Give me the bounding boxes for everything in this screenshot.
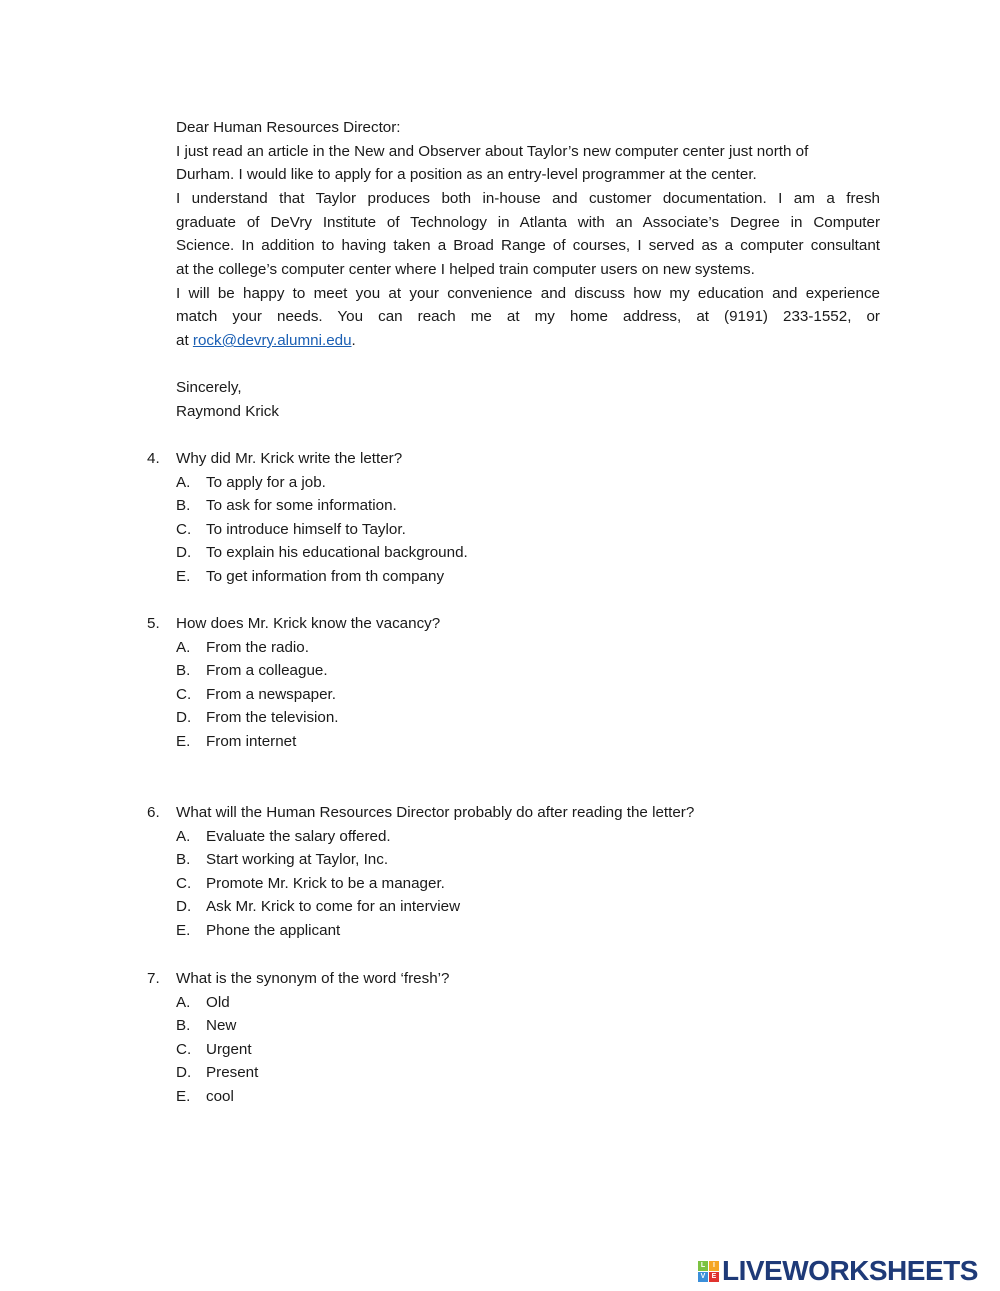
letter-line: I just read an article in the New and Observer about Taylor’s new computer center just north of: [176, 143, 809, 160]
option-text: Ask Mr. Krick to come for an interview: [206, 898, 461, 916]
option-text: To apply for a job.: [206, 473, 326, 491]
answer-option[interactable]: [176, 636, 309, 660]
question-number: 5.: [147, 615, 160, 632]
letter-line: graduate of DeVry Institute of Technology in Atlanta with an Associate’s Degree in Computer: [176, 214, 880, 231]
email-link[interactable]: rock@devry.alumni.edu: [192, 332, 352, 349]
option-text: Evaluate the salary offered.: [206, 827, 391, 845]
option-letter: A.: [176, 638, 191, 656]
option-letter: B.: [176, 1017, 191, 1035]
answer-option[interactable]: [176, 1014, 236, 1038]
answer-option[interactable]: [176, 1085, 234, 1109]
answer-option[interactable]: [176, 730, 296, 754]
question-number: 6.: [147, 804, 160, 821]
option-letter: D.: [176, 1064, 192, 1082]
letter-text: at: [176, 332, 193, 349]
option-letter: B.: [176, 497, 191, 515]
answer-option[interactable]: [176, 565, 444, 589]
option-text: To ask for some information.: [206, 497, 397, 515]
question-number: 4.: [147, 450, 160, 467]
option-text: From internet: [206, 733, 297, 750]
question-text: How does Mr. Krick know the vacancy?: [176, 615, 441, 632]
option-text: Promote Mr. Krick to be a manager.: [206, 874, 445, 892]
liveworksheets-logo: [698, 1255, 978, 1287]
logo-letter: I: [709, 1261, 719, 1271]
letter-greeting: Dear Human Resources Director:: [176, 119, 401, 136]
option-text: Start working at Taylor, Inc.: [206, 851, 389, 869]
option-letter: E.: [176, 568, 191, 585]
answer-option[interactable]: [176, 706, 339, 730]
letter-line: at the college’s computer center where I helped train computer users on new systems.: [176, 261, 755, 278]
option-letter: C.: [176, 1040, 192, 1058]
option-text: Phone the applicant: [206, 922, 341, 939]
option-text: cool: [206, 1088, 234, 1105]
option-text: From a newspaper.: [206, 685, 336, 703]
answer-option[interactable]: [176, 848, 388, 872]
answer-option[interactable]: [176, 471, 326, 495]
letter-text: .: [351, 332, 356, 349]
question: [147, 612, 440, 636]
answer-option[interactable]: [176, 683, 336, 707]
option-letter: C.: [176, 685, 192, 703]
option-letter: A.: [176, 827, 191, 845]
option-letter: A.: [176, 473, 191, 491]
answer-option[interactable]: [176, 919, 340, 943]
option-text: To explain his educational background.: [206, 544, 468, 562]
answer-option[interactable]: [176, 991, 230, 1015]
option-letter: D.: [176, 544, 192, 562]
answer-option[interactable]: [176, 895, 460, 919]
letter-line: Science. In addition to having taken a Broad Range of courses, I served as a computer consultant: [176, 237, 880, 254]
answer-option[interactable]: [176, 494, 397, 518]
question-text: Why did Mr. Krick write the letter?: [176, 450, 403, 467]
logo-letter: E: [709, 1272, 719, 1282]
option-text: New: [206, 1017, 237, 1035]
option-text: From the television.: [206, 709, 339, 727]
option-letter: D.: [176, 898, 192, 916]
option-letter: E.: [176, 922, 191, 939]
logo-letter: L: [698, 1261, 708, 1271]
option-text: Present: [206, 1064, 259, 1082]
question: [147, 967, 450, 991]
option-letter: E.: [176, 733, 191, 750]
option-text: To introduce himself to Taylor.: [206, 520, 406, 538]
option-letter: E.: [176, 1088, 191, 1105]
letter-line: match your needs. You can reach me at my home address, at (9191) 233-1552, or: [176, 308, 880, 325]
option-letter: C.: [176, 520, 192, 538]
option-letter: D.: [176, 709, 192, 727]
question-text: What will the Human Resources Director probably do after reading the letter?: [176, 804, 695, 821]
answer-option[interactable]: [176, 1061, 258, 1085]
answer-option[interactable]: [176, 659, 328, 683]
question: [147, 447, 402, 471]
answer-option[interactable]: [176, 541, 468, 565]
option-letter: A.: [176, 993, 191, 1011]
option-text: From the radio.: [206, 638, 309, 656]
option-text: Urgent: [206, 1040, 252, 1058]
option-text: To get information from th company: [206, 568, 445, 585]
question-text: What is the synonym of the word ‘fresh’?: [176, 970, 450, 987]
logo-letter: V: [698, 1272, 708, 1282]
logo-blocks-icon: [698, 1261, 719, 1282]
answer-option[interactable]: [176, 1038, 252, 1062]
letter-line: [176, 329, 880, 353]
option-text: From a colleague.: [206, 662, 328, 680]
option-letter: C.: [176, 874, 192, 892]
letter-signature: Raymond Krick: [176, 403, 279, 420]
answer-option[interactable]: [176, 518, 406, 542]
logo-text: LIVEWORKSHEETS: [722, 1255, 978, 1286]
letter-closing: Sincerely,: [176, 379, 242, 396]
option-letter: B.: [176, 662, 191, 680]
letter-line: I understand that Taylor produces both in-house and customer documentation. I am a fresh: [176, 190, 880, 207]
answer-option[interactable]: [176, 872, 445, 896]
option-letter: B.: [176, 851, 191, 869]
option-text: Old: [206, 993, 230, 1011]
answer-option[interactable]: [176, 825, 391, 849]
question-number: 7.: [147, 970, 160, 987]
letter-line: I will be happy to meet you at your convenience and discuss how my education and experience: [176, 285, 880, 302]
letter-line: Durham. I would like to apply for a position as an entry-level programmer at the center.: [176, 166, 757, 183]
question: [147, 801, 694, 825]
